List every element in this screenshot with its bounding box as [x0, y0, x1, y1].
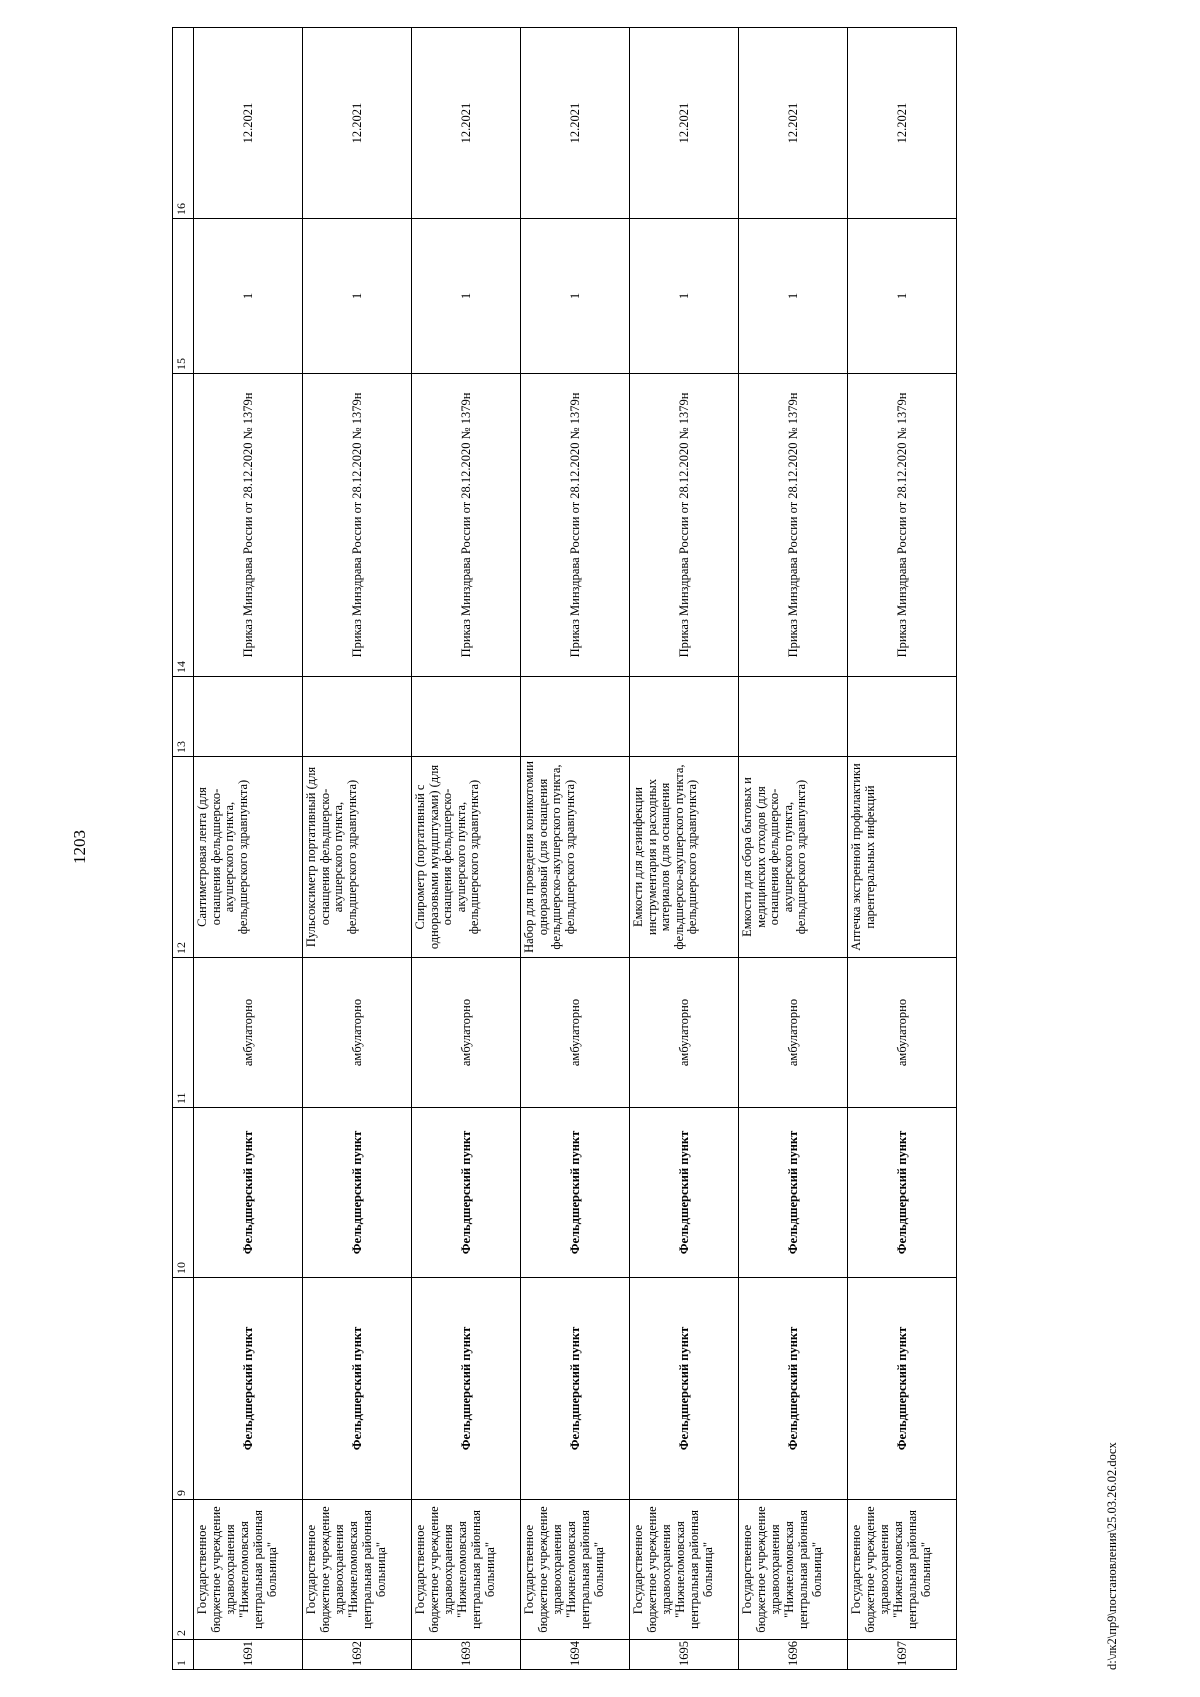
empty-cell	[303, 677, 412, 757]
regulation-cell: Приказ Минздрава России от 28.12.2020 № 1379н	[848, 374, 957, 677]
quantity-cell: 1	[739, 219, 848, 374]
deadline-cell: 12.2021	[521, 28, 630, 219]
facility-type-cell: Фельдшерский пункт	[194, 1278, 303, 1500]
regulation-cell: Приказ Минздрава России от 28.12.2020 № 1379н	[521, 374, 630, 677]
table-row	[848, 28, 957, 1670]
row-number-cell: 1693	[412, 1640, 521, 1670]
organization-cell: Государственное бюджетное учреждение здравоохранения "Нижнеломовская центральная районная больница"	[412, 1500, 521, 1640]
equipment-name-cell: Аптечка экстренной профилактики парентеральных инфекций	[848, 757, 957, 958]
organization-cell: Государственное бюджетное учреждение здравоохранения "Нижнеломовская центральная районная больница"	[303, 1500, 412, 1640]
quantity-cell: 1	[630, 219, 739, 374]
column-header: 11	[173, 958, 194, 1108]
facility-name-cell: Фельдшерский пункт	[303, 1108, 412, 1278]
empty-cell	[194, 677, 303, 757]
facility-name-cell: Фельдшерский пункт	[848, 1108, 957, 1278]
table-row	[303, 28, 412, 1670]
deadline-cell: 12.2021	[848, 28, 957, 219]
column-header: 1	[173, 1640, 194, 1670]
row-number-cell: 1691	[194, 1640, 303, 1670]
row-number-cell: 1695	[630, 1640, 739, 1670]
row-number-cell: 1696	[739, 1640, 848, 1670]
equipment-name-cell: Пульсоксиметр портативный (для оснащения фельдшерско-акушерского пункта, фельдшерского здравпункта)	[303, 757, 412, 958]
column-header: 16	[173, 28, 194, 219]
column-header: 12	[173, 757, 194, 958]
regulation-cell: Приказ Минздрава России от 28.12.2020 № 1379н	[303, 374, 412, 677]
column-header: 2	[173, 1500, 194, 1640]
care-conditions-cell: амбулаторно	[739, 958, 848, 1108]
equipment-name-cell: Емкости для дезинфекции инструментария и расходных материалов (для оснащения фельдшерско-акушерского пункта, фельдшерского здравпункта)	[630, 757, 739, 958]
regulation-cell: Приказ Минздрава России от 28.12.2020 № 1379н	[194, 374, 303, 677]
page-number: 1203	[70, 830, 89, 864]
regulation-cell: Приказ Минздрава России от 28.12.2020 № 1379н	[739, 374, 848, 677]
table-row	[630, 28, 739, 1670]
facility-name-cell: Фельдшерский пункт	[521, 1108, 630, 1278]
equipment-name-cell: Сантиметровая лента (для оснащения фельдшерско-акушерского пункта, фельдшерского здравпункта)	[194, 757, 303, 958]
table-row	[739, 28, 848, 1670]
care-conditions-cell: амбулаторно	[521, 958, 630, 1108]
deadline-cell: 12.2021	[739, 28, 848, 219]
column-header: 14	[173, 374, 194, 677]
equipment-table	[172, 27, 957, 1670]
care-conditions-cell: амбулаторно	[303, 958, 412, 1108]
organization-cell: Государственное бюджетное учреждение здравоохранения "Нижнеломовская центральная районная больница"	[630, 1500, 739, 1640]
column-number-row	[173, 28, 194, 1670]
organization-cell: Государственное бюджетное учреждение здравоохранения "Нижнеломовская центральная районная больница"	[848, 1500, 957, 1640]
column-header: 13	[173, 677, 194, 757]
organization-cell: Государственное бюджетное учреждение здравоохранения "Нижнеломовская центральная районная больница"	[521, 1500, 630, 1640]
quantity-cell: 1	[848, 219, 957, 374]
row-number-cell: 1692	[303, 1640, 412, 1670]
deadline-cell: 12.2021	[194, 28, 303, 219]
organization-cell: Государственное бюджетное учреждение здравоохранения "Нижнеломовская центральная районная больница"	[194, 1500, 303, 1640]
deadline-cell: 12.2021	[630, 28, 739, 219]
empty-cell	[739, 677, 848, 757]
care-conditions-cell: амбулаторно	[412, 958, 521, 1108]
facility-name-cell: Фельдшерский пункт	[630, 1108, 739, 1278]
equipment-name-cell: Набор для проведения коникотомии одноразовый (для оснащения фельдшерско-акушерского пункта, фельдшерского здравпункта)	[521, 757, 630, 958]
quantity-cell: 1	[412, 219, 521, 374]
table-row	[521, 28, 630, 1670]
facility-type-cell: Фельдшерский пункт	[848, 1278, 957, 1500]
facility-type-cell: Фельдшерский пункт	[412, 1278, 521, 1500]
deadline-cell: 12.2021	[303, 28, 412, 219]
deadline-cell: 12.2021	[412, 28, 521, 219]
care-conditions-cell: амбулаторно	[194, 958, 303, 1108]
care-conditions-cell: амбулаторно	[630, 958, 739, 1108]
quantity-cell: 1	[303, 219, 412, 374]
column-header: 15	[173, 219, 194, 374]
table-row	[412, 28, 521, 1670]
column-header: 10	[173, 1108, 194, 1278]
table-row	[194, 28, 303, 1670]
facility-type-cell: Фельдшерский пункт	[630, 1278, 739, 1500]
quantity-cell: 1	[194, 219, 303, 374]
empty-cell	[630, 677, 739, 757]
row-number-cell: 1697	[848, 1640, 957, 1670]
organization-cell: Государственное бюджетное учреждение здравоохранения "Нижнеломовская центральная районная больница"	[739, 1500, 848, 1640]
footer-file-path: d:\лк2\пр9\постановления\25.03.26.02.docx	[1105, 1442, 1119, 1670]
regulation-cell: Приказ Минздрава России от 28.12.2020 № 1379н	[412, 374, 521, 677]
care-conditions-cell: амбулаторно	[848, 958, 957, 1108]
facility-type-cell: Фельдшерский пункт	[303, 1278, 412, 1500]
regulation-cell: Приказ Минздрава России от 28.12.2020 № 1379н	[630, 374, 739, 677]
empty-cell	[521, 677, 630, 757]
facility-name-cell: Фельдшерский пункт	[194, 1108, 303, 1278]
facility-name-cell: Фельдшерский пункт	[739, 1108, 848, 1278]
facility-name-cell: Фельдшерский пункт	[412, 1108, 521, 1278]
empty-cell	[412, 677, 521, 757]
column-header: 9	[173, 1278, 194, 1500]
empty-cell	[848, 677, 957, 757]
equipment-name-cell: Емкости для сбора бытовых и медицинских отходов (для оснащения фельдшерско-акушерского пункта, фельдшерского здравпункта)	[739, 757, 848, 958]
row-number-cell: 1694	[521, 1640, 630, 1670]
quantity-cell: 1	[521, 219, 630, 374]
equipment-name-cell: Спирометр (портативный с одноразовыми мундштуками) (для оснащения фельдшерско-акушерского пункта, фельдшерского здравпункта)	[412, 757, 521, 958]
facility-type-cell: Фельдшерский пункт	[739, 1278, 848, 1500]
facility-type-cell: Фельдшерский пункт	[521, 1278, 630, 1500]
